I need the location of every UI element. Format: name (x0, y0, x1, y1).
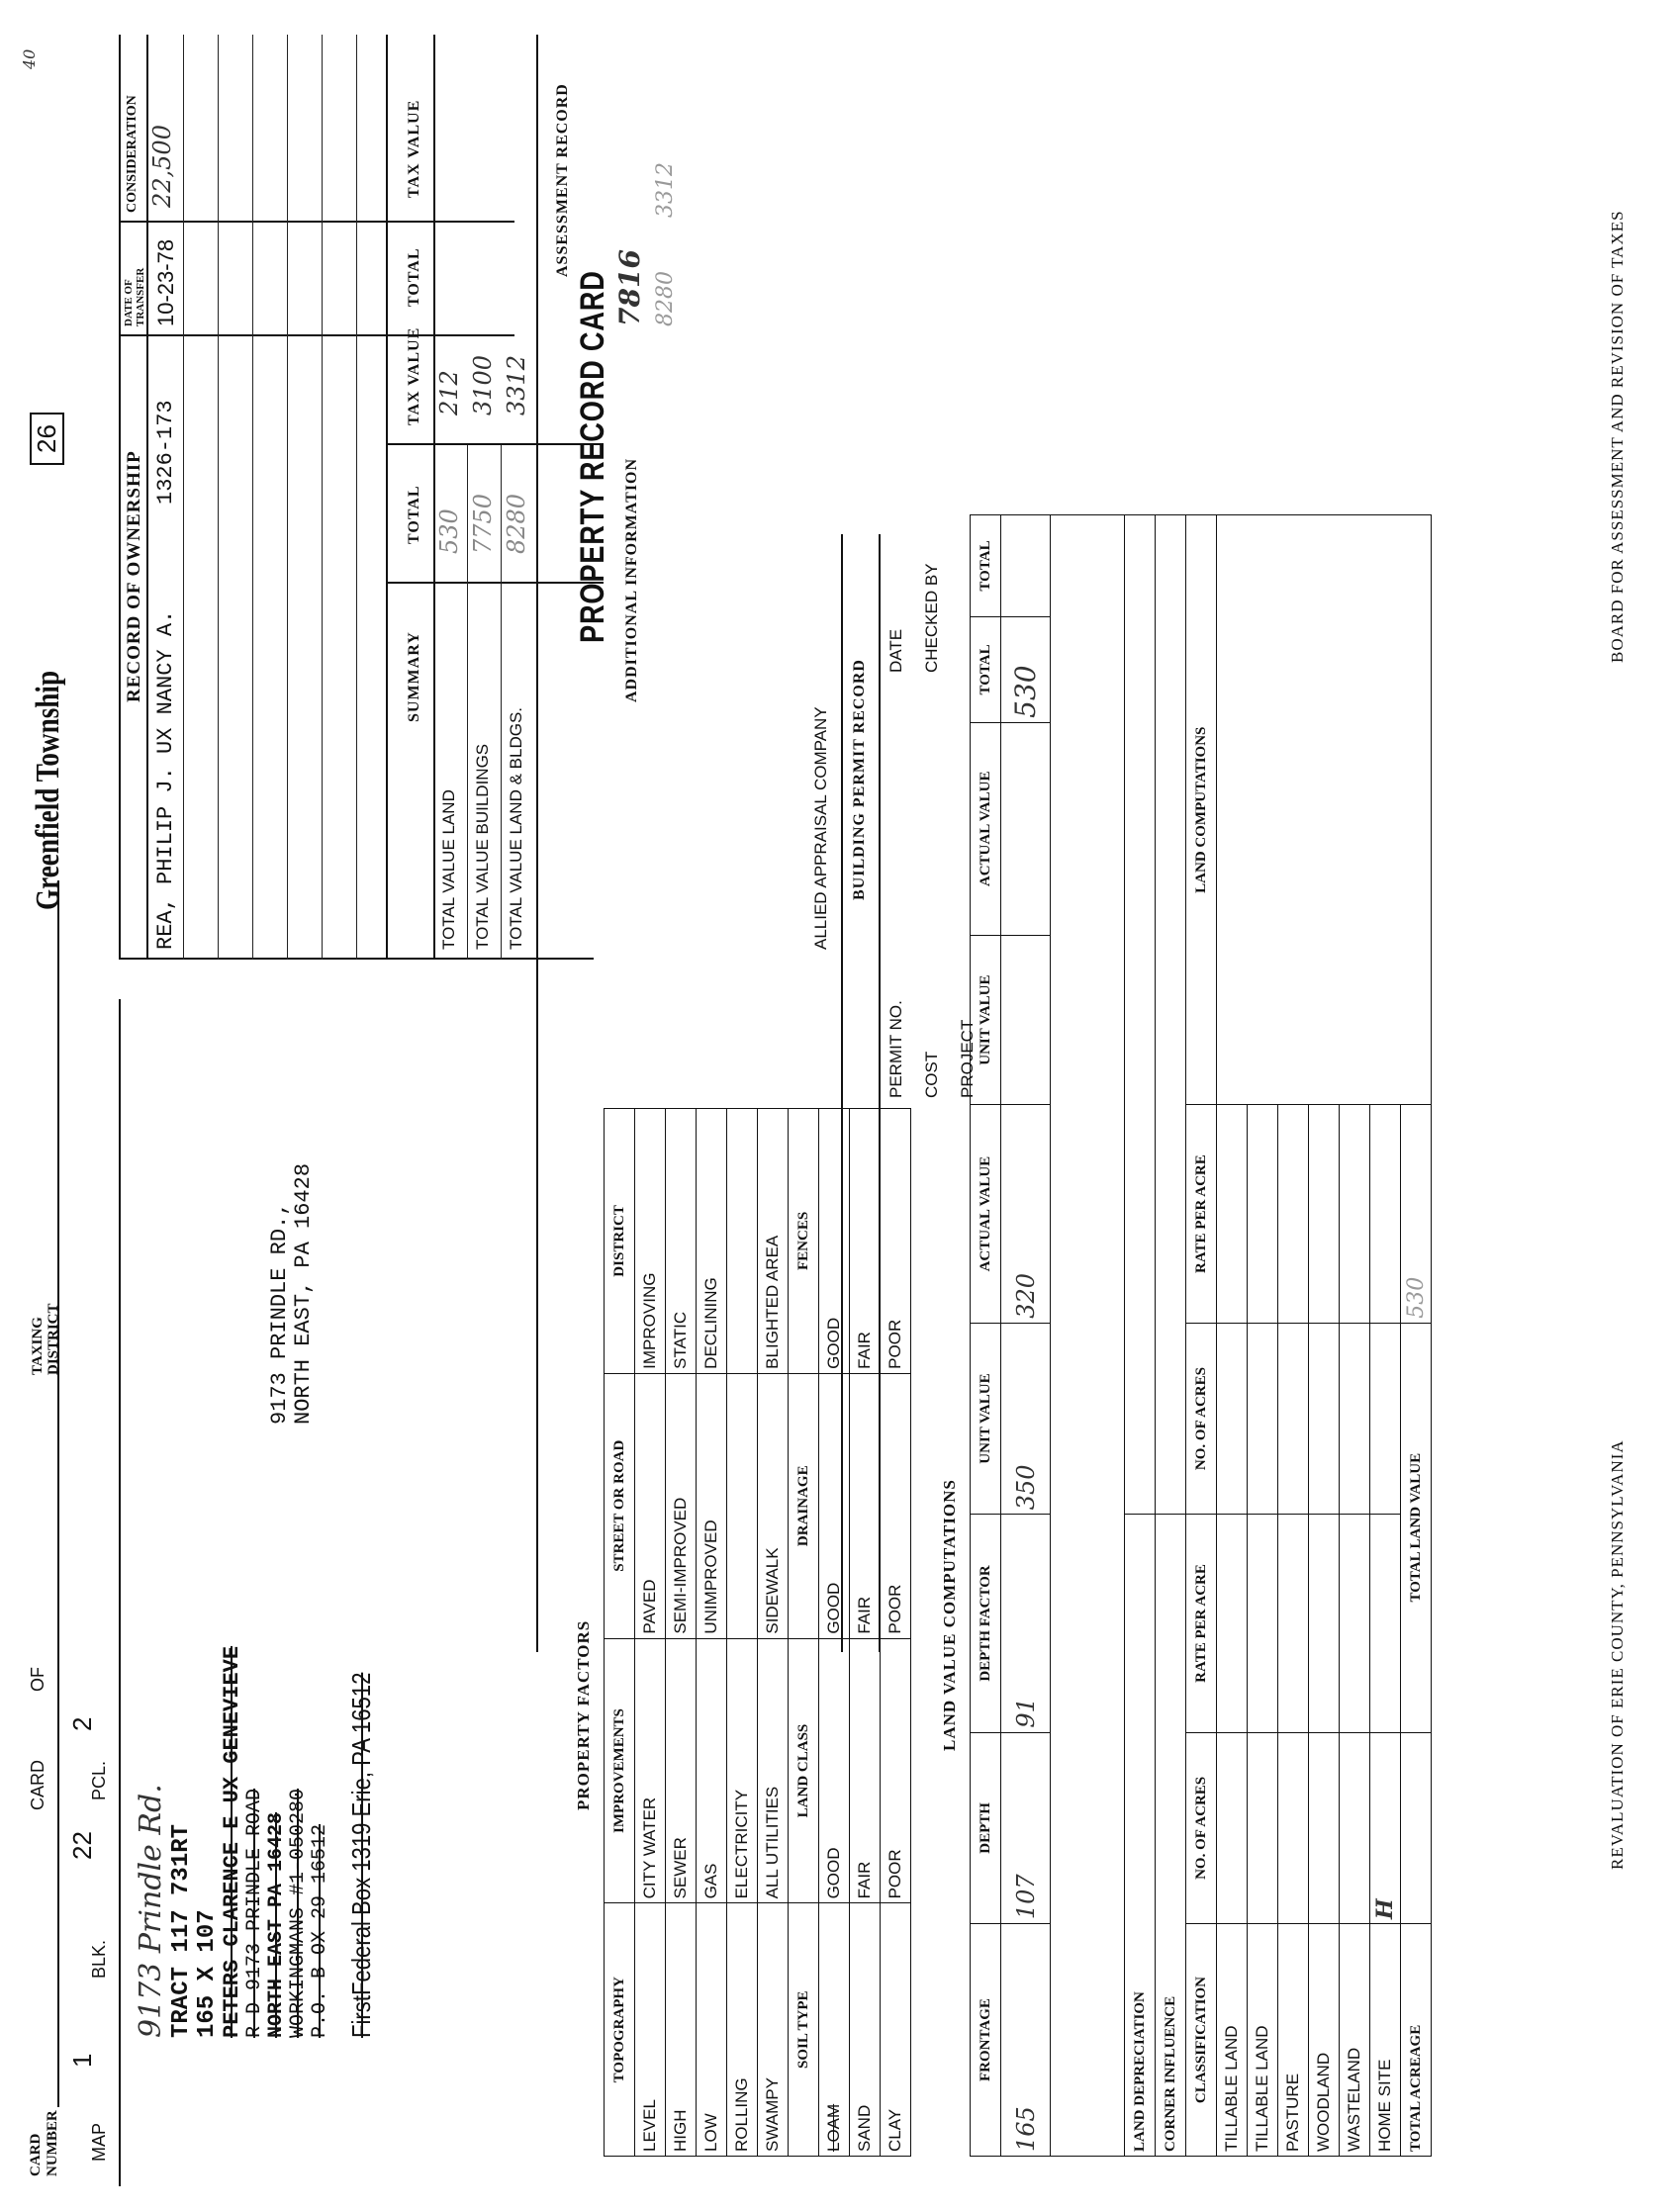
col-unit-value: UNIT VALUE (971, 1323, 1001, 1514)
acre-col-rate-2: RATE PER ACRE (1186, 1105, 1217, 1323)
struck-pobox-line: P.O. B OX 29 16512 (309, 1823, 331, 2038)
project-label: PROJECT (958, 1019, 977, 1098)
bank-line: FirstFederal Box 1319 Erie, PA 16512 (346, 1672, 376, 2038)
imp-all: ALL UTILITIES (758, 1638, 789, 1903)
street-blank (727, 1373, 758, 1638)
unit-value: 350 (1001, 1323, 1051, 1514)
actual-value: 320 (1001, 1105, 1051, 1323)
soil-sand: SAND (850, 1903, 881, 2157)
acre-col-acres: NO. OF ACRES (1186, 1732, 1217, 1923)
fe-good: GOOD (819, 1109, 850, 1374)
col-actual-value-2: ACTUAL VALUE (971, 722, 1001, 935)
blk-label: BLK. (89, 1939, 109, 1979)
appraisal-company: ALLIED APPRAISAL COMPANY (811, 706, 830, 950)
fences-header: FENCES (789, 1109, 819, 1374)
summary-bldg-tax: 3100 (469, 354, 497, 415)
street-paved: PAVED (635, 1373, 666, 1638)
dist-blank (727, 1109, 758, 1374)
card-label: CARD (28, 1759, 47, 1810)
depth-value: 107 (1001, 1732, 1051, 1923)
corner-mark: 40 (20, 48, 39, 69)
home-site-mark: H (1370, 1732, 1401, 1923)
street-semi: SEMI-IMPROVED (666, 1373, 697, 1638)
soil-header: SOIL TYPE (789, 1903, 819, 2157)
imp-sewer: SEWER (666, 1638, 697, 1903)
acre-col-acres-2: NO. OF ACRES (1186, 1323, 1217, 1514)
mail-address-2: NORTH EAST, PA 16428 (291, 1162, 316, 1425)
property-record-card (20, 30, 1642, 2186)
improvements-header: IMPROVEMENTS (605, 1638, 635, 1903)
total-acreage: TOTAL ACREAGE (1401, 1924, 1432, 2157)
struck-city-line: NORTH EAST PA 16428 (265, 1811, 288, 2038)
map-label: MAP (89, 2122, 109, 2162)
handwritten-address: 9173 Prindle Rd. (134, 1784, 168, 2038)
total-land-value-label: TOTAL LAND VALUE (1401, 1323, 1432, 1732)
imp-electricity: ELECTRICITY (727, 1638, 758, 1903)
class-home-site: HOME SITE (1370, 1924, 1401, 2157)
property-record-title: PROPERTY RECORD CARD (574, 270, 611, 643)
corner-influence-value (1156, 515, 1186, 1515)
dr-poor: POOR (881, 1373, 911, 1638)
summary-land-tax: 212 (435, 370, 463, 415)
lc-poor: POOR (881, 1638, 911, 1903)
building-permit-label: BUILDING PERMIT RECORD (851, 659, 868, 900)
assessment-total-label: TOTAL (406, 247, 422, 307)
pcl-value: 2 (67, 1716, 97, 1731)
consideration-value: 22,500 (148, 125, 176, 208)
topo-swampy: SWAMPY (758, 1903, 789, 2157)
lc-fair: FAIR (850, 1638, 881, 1903)
summary-land-total: 530 (435, 508, 463, 554)
topo-low: LOW (697, 1903, 727, 2157)
land-value-title: LAND VALUE COMPUTATIONS (940, 1479, 959, 1751)
summary-tax-label: TAX VALUE (406, 326, 422, 425)
unit-value-2-cell (1001, 935, 1051, 1105)
fe-poor: POOR (881, 1109, 911, 1374)
summary-all-label: TOTAL VALUE LAND & BLDGS. (507, 706, 525, 950)
drainage-header: DRAINAGE (789, 1373, 819, 1638)
actual-value-2-cell (1001, 722, 1051, 935)
col-total: TOTAL (971, 616, 1001, 722)
class-pasture: PASTURE (1278, 1924, 1309, 2157)
transfer-date: 10-23-78 (153, 238, 178, 326)
summary-bldg-total: 7750 (469, 493, 497, 554)
factors-table (604, 1108, 911, 2157)
street-header: STREET OR ROAD (605, 1373, 635, 1638)
soil-loam: LOAM (819, 1903, 850, 2157)
summary-land-label: TOTAL VALUE LAND (439, 789, 458, 950)
permit-no-label: PERMIT NO. (886, 1000, 905, 1098)
lc-good: GOOD (819, 1638, 850, 1903)
col-depth: DEPTH (971, 1732, 1001, 1923)
land-computations-label: LAND COMPUTATIONS (1186, 515, 1217, 1105)
footer-right: BOARD FOR ASSESSMENT AND REVISION OF TAXES (1608, 210, 1627, 663)
of-label: OF (28, 1667, 47, 1692)
date-of-transfer-label: DATE OF TRANSFER (123, 267, 146, 326)
struck-bank-line: WORKINGMANS #1-050280 (287, 1788, 310, 2038)
corner-influence: CORNER INFLUENCE (1156, 1515, 1186, 2157)
col-frontage: FRONTAGE (971, 1924, 1001, 2157)
land-value-table (970, 514, 1432, 2157)
owner-name: REA, PHILIP J. UX NANCY A. (153, 609, 178, 950)
checked-by-label: CHECKED BY (922, 563, 941, 673)
land-depreciation-value (1125, 515, 1156, 1515)
consideration-label: CONSIDERATION (125, 95, 140, 213)
acre-col-classification: CLASSIFICATION (1186, 1924, 1217, 2157)
fe-fair: FAIR (850, 1109, 881, 1374)
dist-blighted: BLIGHTED AREA (758, 1109, 789, 1374)
blk-value: 22 (67, 1831, 97, 1860)
card-number-label: CARD NUMBER (28, 2110, 60, 2176)
assessment-hand-1: 7816 (613, 249, 646, 326)
dr-good: GOOD (819, 1373, 850, 1638)
col-actual-value: ACTUAL VALUE (971, 1105, 1001, 1323)
imp-gas: GAS (697, 1638, 727, 1903)
street-sidewalk: SIDEWALK (758, 1373, 789, 1638)
class-woodland: WOODLAND (1309, 1924, 1340, 2157)
col-total-2: TOTAL (971, 515, 1001, 617)
summary-all-tax: 3312 (503, 354, 530, 415)
assessment-tax-label: TAX VALUE (406, 99, 422, 198)
page-number: 26 (30, 413, 64, 465)
topo-high: HIGH (666, 1903, 697, 2157)
soil-clay: CLAY (881, 1903, 911, 2157)
total-value: 530 (1001, 616, 1051, 722)
footer-left: REVALUATION OF ERIE COUNTY, PENNSYLVANIA (1608, 1439, 1627, 1870)
dr-fair: FAIR (850, 1373, 881, 1638)
taxing-district-label: TAXING DISTRICT (30, 1303, 61, 1375)
frontage-value: 165 (1001, 1924, 1051, 2157)
col-unit-value-2: UNIT VALUE (971, 935, 1001, 1105)
landclass-header: LAND CLASS (789, 1638, 819, 1903)
street-unimproved: UNIMPROVED (697, 1373, 727, 1638)
class-tillable-1: TILLABLE LAND (1217, 1924, 1248, 2157)
dimensions-line: 165 X 107 (194, 1909, 221, 2038)
depth-factor-value: 91 (1001, 1515, 1051, 1732)
land-computations-area (1217, 515, 1432, 1105)
acre-col-rate: RATE PER ACRE (1186, 1515, 1217, 1732)
owner-ref: 1326-173 (153, 400, 178, 505)
dist-static: STATIC (666, 1109, 697, 1374)
factors-title: PROPERTY FACTORS (574, 1619, 593, 1810)
struck-owner-line: PETERS CLARENCE E UX GENEVIEVE (220, 1645, 244, 2038)
imp-water: CITY WATER (635, 1638, 666, 1903)
dist-declining: DECLINING (697, 1109, 727, 1374)
class-wasteland: WASTELAND (1340, 1924, 1370, 2157)
topo-rolling: ROLLING (727, 1903, 758, 2157)
summary-total-label: TOTAL (406, 485, 422, 544)
struck-address-line: R-D 9173 PRINDLE ROAD (243, 1788, 266, 2038)
col-depth-factor: DEPTH FACTOR (971, 1515, 1001, 1732)
class-tillable-2: TILLABLE LAND (1248, 1924, 1278, 2157)
assessment-title: ASSESSMENT RECORD (554, 83, 571, 277)
topo-level: LEVEL (635, 1903, 666, 2157)
tract-line: TRACT 117 731RT (168, 1823, 195, 2038)
summary-title: SUMMARY (406, 631, 422, 722)
summary-bldg-label: TOTAL VALUE BUILDINGS (473, 743, 492, 950)
assessment-hand-3: 3312 (653, 162, 678, 218)
additional-info-label: ADDITIONAL INFORMATION (623, 457, 640, 702)
total-land-value-amt: 530 (1401, 1105, 1432, 1323)
land-depreciation: LAND DEPRECIATION (1125, 1515, 1156, 2157)
assessment-hand-2: 8280 (653, 271, 678, 326)
summary-all-total: 8280 (503, 493, 530, 554)
township-title: Greenfield Township (30, 670, 66, 910)
date-label: DATE (886, 628, 905, 673)
topography-header: TOPOGRAPHY (605, 1903, 635, 2157)
blank-rows (1051, 515, 1125, 2157)
dist-improving: IMPROVING (635, 1109, 666, 1374)
map-value: 1 (67, 2053, 97, 2068)
ownership-title: RECORD OF OWNERSHIP (124, 450, 144, 702)
total-2-cell (1001, 515, 1051, 617)
district-header: DISTRICT (605, 1109, 635, 1374)
mail-address-1: 9173 PRINDLE RD., (267, 1202, 292, 1425)
cost-label: COST (922, 1051, 941, 1098)
pcl-label: PCL. (89, 1760, 109, 1800)
